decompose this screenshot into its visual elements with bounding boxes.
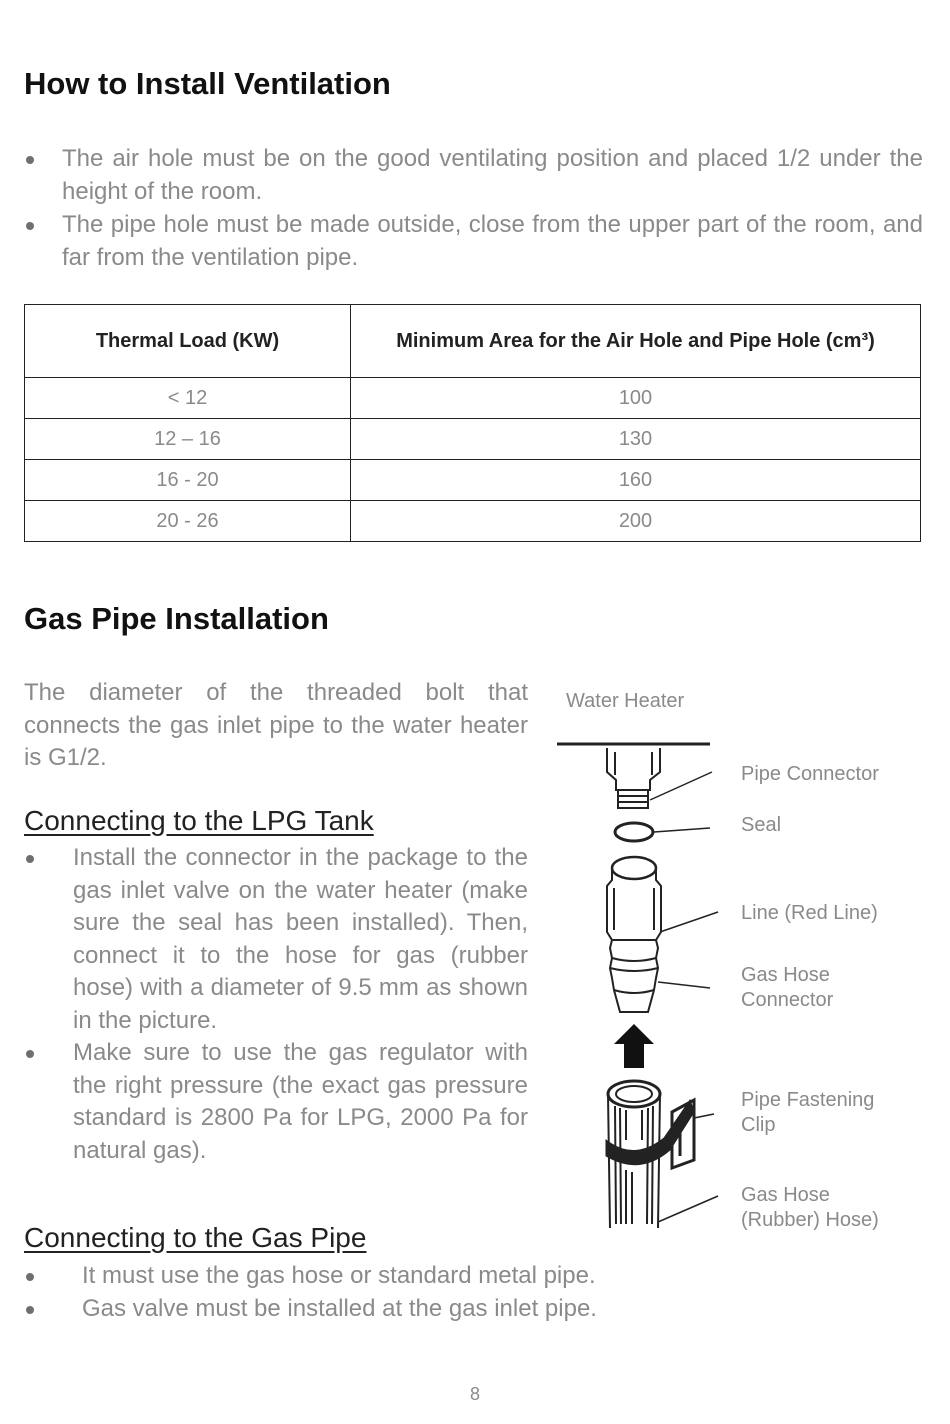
label-seal: Seal [741, 814, 782, 836]
list-item: Install the connector in the package to the gas inlet valve on the water heater (make sure the seal has been installed). Then, connect it to the hose for gas (rubber hose) with a diameter of 9.5 mm as shown in the picture. [24, 842, 528, 1037]
bullet-icon [26, 1050, 34, 1058]
table-row [25, 419, 921, 460]
bullet-icon [26, 222, 34, 230]
list-item: The pipe hole must be made outside, close from the upper part of the room, and far from the ventilation pipe. [24, 209, 923, 274]
table-cell: 160 [351, 460, 921, 501]
ventilation-heading: How to Install Ventilation [24, 66, 391, 101]
list-item: Gas valve must be installed at the gas inlet pipe. [24, 1293, 923, 1326]
bullet-icon [26, 156, 34, 164]
label-gas-hose: Gas Hose (Rubber) Hose) [741, 1184, 879, 1231]
label-line-red-line: Line (Red Line) [741, 902, 878, 924]
label-gas-hose-connector: Gas Hose Connector [741, 964, 834, 1011]
ventilation-bullet-list [24, 143, 923, 275]
list-item: Make sure to use the gas regulator with the right pressure (the exact gas pressure standard is 2800 Pa for LPG, 2000 Pa for natural gas). [24, 1037, 528, 1167]
table-cell: 130 [351, 419, 921, 460]
table-cell: 200 [351, 501, 921, 542]
lpg-tank-subheading: Connecting to the LPG Tank [24, 805, 374, 836]
list-item: It must use the gas hose or standard metal pipe. [24, 1260, 923, 1293]
label-pipe-fastening-clip: Pipe Fastening Clip [741, 1089, 875, 1136]
table-cell: 20 - 26 [25, 501, 351, 542]
table-row [25, 378, 921, 419]
label-pipe-connector: Pipe Connector [741, 763, 879, 785]
gas-pipe-heading: Gas Pipe Installation [24, 601, 329, 636]
table-cell: 100 [351, 378, 921, 419]
gas-pipe-intro: The diameter of the threaded bolt that connects the gas inlet pipe to the water heater is G1/2. [24, 679, 528, 771]
label-water-heater: Water Heater [566, 690, 685, 712]
table-cell: < 12 [25, 378, 351, 419]
table-header-row [25, 305, 921, 378]
column-header-thermal-load: Thermal Load (KW) [25, 305, 351, 378]
column-header-minimum-area: Minimum Area for the Air Hole and Pipe Hole (cm³) [351, 305, 921, 378]
list-item: The air hole must be on the good ventilating position and placed 1/2 under the height of the room. [24, 143, 923, 208]
lpg-bullet-list [24, 842, 528, 1167]
table-row [25, 460, 921, 501]
thermal-load-table [24, 304, 921, 542]
bullet-icon [26, 1273, 34, 1281]
bullet-icon [26, 1306, 34, 1314]
page-number: 8 [469, 1384, 480, 1404]
gas-pipe-subheading: Connecting to the Gas Pipe [24, 1222, 367, 1253]
table-row [25, 501, 921, 542]
table-cell: 16 - 20 [25, 460, 351, 501]
table-cell: 12 – 16 [25, 419, 351, 460]
bullet-icon [26, 855, 34, 863]
gas-pipe-bullet-list [24, 1260, 923, 1325]
